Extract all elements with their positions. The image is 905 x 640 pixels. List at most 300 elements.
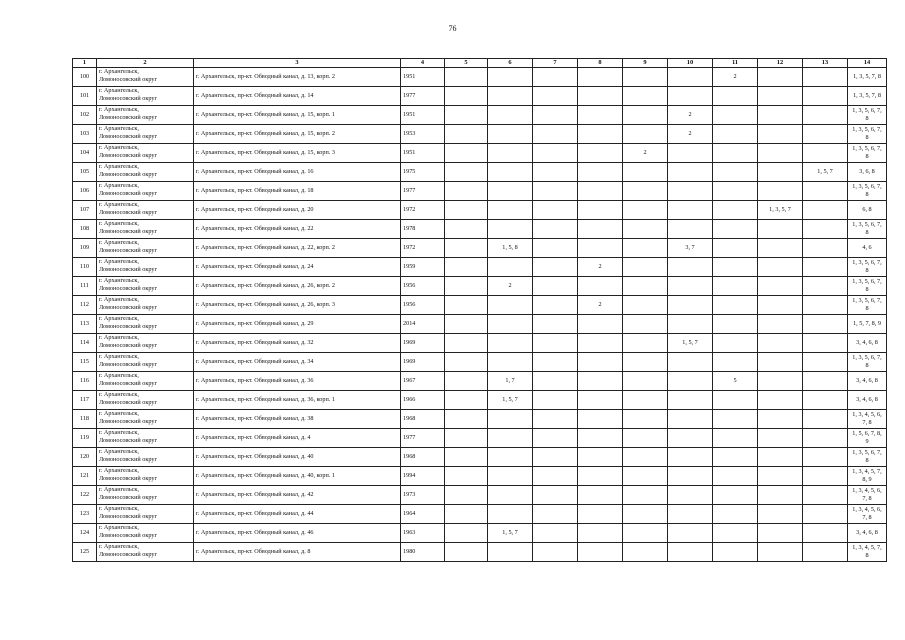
row-number-cell: 112 xyxy=(73,296,97,315)
row-number-cell: 120 xyxy=(73,448,97,467)
year-cell: 1994 xyxy=(401,467,445,486)
value-cell-c14-line: 1, 3, 4, 5, 6, xyxy=(852,506,882,513)
value-cell-c6 xyxy=(488,334,533,353)
value-cell-c8 xyxy=(578,87,623,106)
value-cell-c6 xyxy=(488,486,533,505)
value-cell-c10 xyxy=(668,429,713,448)
value-cell-c9 xyxy=(623,106,668,125)
year-cell: 1967 xyxy=(401,372,445,391)
address-table xyxy=(72,58,887,562)
value-cell-c11 xyxy=(713,239,758,258)
value-cell-c12 xyxy=(758,277,803,296)
column-header: 13 xyxy=(803,59,848,68)
value-cell-c7 xyxy=(533,296,578,315)
value-cell-c9 xyxy=(623,429,668,448)
address-cell: г. Архангельск, пр-кт. Обводный канал, д. 36 xyxy=(194,372,401,391)
value-cell-c12 xyxy=(758,429,803,448)
value-cell-c6 xyxy=(488,353,533,372)
value-cell-c13 xyxy=(803,201,848,220)
value-cell-c13 xyxy=(803,505,848,524)
district-cell-line: Ломоносовский округ xyxy=(99,114,157,121)
value-cell-c13 xyxy=(803,410,848,429)
value-cell-c14 xyxy=(848,315,887,334)
page-number: 76 xyxy=(448,24,457,33)
district-cell-line: г. Архангельск, xyxy=(99,410,139,417)
row-number-cell: 103 xyxy=(73,125,97,144)
district-cell-line: г. Архангельск, xyxy=(99,68,139,75)
district-cell-line: г. Архангельск, xyxy=(99,201,139,208)
year-cell: 2014 xyxy=(401,315,445,334)
value-cell-c6 xyxy=(488,68,533,87)
district-cell xyxy=(97,353,194,372)
value-cell-c14 xyxy=(848,391,887,410)
value-cell-c6 xyxy=(488,467,533,486)
value-cell-c8 xyxy=(578,543,623,562)
value-cell-c9 xyxy=(623,239,668,258)
value-cell-c7 xyxy=(533,144,578,163)
district-cell-line: Ломоносовский округ xyxy=(99,152,157,159)
value-cell-c6 xyxy=(488,448,533,467)
value-cell-c5 xyxy=(445,258,488,277)
column-header: 3 xyxy=(194,59,401,68)
address-cell: г. Архангельск, пр-кт. Обводный канал, д. 32 xyxy=(194,334,401,353)
district-cell-line: Ломоносовский округ xyxy=(99,456,157,463)
value-cell-c7 xyxy=(533,353,578,372)
value-cell-c7 xyxy=(533,277,578,296)
value-cell-c10 xyxy=(668,258,713,277)
value-cell-c7 xyxy=(533,182,578,201)
value-cell-c11 xyxy=(713,277,758,296)
value-cell-c9 xyxy=(623,315,668,334)
value-cell-c7 xyxy=(533,258,578,277)
district-cell-line: г. Архангельск, xyxy=(99,315,139,322)
value-cell-c11: 2 xyxy=(713,68,758,87)
value-cell-c14-line: 1, 3, 5, 7, 8 xyxy=(853,92,881,99)
value-cell-c14-line: 1, 3, 4, 5, 6, xyxy=(852,487,882,494)
value-cell-c6 xyxy=(488,182,533,201)
value-cell-c13: 1, 5, 7 xyxy=(803,163,848,182)
value-cell-c14 xyxy=(848,505,887,524)
address-cell: г. Архангельск, пр-кт. Обводный канал, д. 24 xyxy=(194,258,401,277)
district-cell-line: Ломоносовский округ xyxy=(99,399,157,406)
district-cell-line: г. Архангельск, xyxy=(99,372,139,379)
value-cell-c14-line: 8 xyxy=(865,115,869,122)
address-cell: г. Архангельск, пр-кт. Обводный канал, д. 42 xyxy=(194,486,401,505)
value-cell-c7 xyxy=(533,410,578,429)
value-cell-c14-line: 8 xyxy=(865,552,869,559)
table-row xyxy=(73,182,887,201)
value-cell-c14 xyxy=(848,144,887,163)
district-cell xyxy=(97,334,194,353)
district-cell-line: г. Архангельск, xyxy=(99,106,139,113)
column-header: 6 xyxy=(488,59,533,68)
row-number-cell: 105 xyxy=(73,163,97,182)
value-cell-c12: 1, 3, 5, 7 xyxy=(758,201,803,220)
district-cell-line: г. Архангельск, xyxy=(99,334,139,341)
value-cell-c14 xyxy=(848,486,887,505)
district-cell-line: г. Архангельск, xyxy=(99,125,139,132)
district-cell-line: Ломоносовский округ xyxy=(99,418,157,425)
address-cell: г. Архангельск, пр-кт. Обводный канал, д. 13, корп. 2 xyxy=(194,68,401,87)
district-cell xyxy=(97,163,194,182)
value-cell-c6 xyxy=(488,163,533,182)
table-row xyxy=(73,372,887,391)
value-cell-c7 xyxy=(533,106,578,125)
value-cell-c14-line: 7, 8 xyxy=(862,419,872,426)
value-cell-c7 xyxy=(533,524,578,543)
value-cell-c14 xyxy=(848,125,887,144)
value-cell-c7 xyxy=(533,391,578,410)
column-header: 5 xyxy=(445,59,488,68)
value-cell-c14 xyxy=(848,372,887,391)
row-number-cell: 117 xyxy=(73,391,97,410)
value-cell-c11 xyxy=(713,163,758,182)
column-header: 2 xyxy=(97,59,194,68)
district-cell xyxy=(97,87,194,106)
value-cell-c11 xyxy=(713,334,758,353)
value-cell-c7 xyxy=(533,429,578,448)
value-cell-c11 xyxy=(713,125,758,144)
district-cell-line: г. Архангельск, xyxy=(99,524,139,531)
year-cell: 1969 xyxy=(401,353,445,372)
value-cell-c10 xyxy=(668,277,713,296)
value-cell-c6 xyxy=(488,201,533,220)
value-cell-c8 xyxy=(578,220,623,239)
year-cell: 1969 xyxy=(401,334,445,353)
value-cell-c8 xyxy=(578,163,623,182)
value-cell-c8 xyxy=(578,486,623,505)
row-number-cell: 122 xyxy=(73,486,97,505)
value-cell-c6 xyxy=(488,125,533,144)
district-cell-line: г. Архангельск, xyxy=(99,296,139,303)
value-cell-c12 xyxy=(758,239,803,258)
table-row xyxy=(73,239,887,258)
value-cell-c11 xyxy=(713,182,758,201)
value-cell-c12 xyxy=(758,334,803,353)
address-cell: г. Архангельск, пр-кт. Обводный канал, д. 14 xyxy=(194,87,401,106)
value-cell-c12 xyxy=(758,182,803,201)
value-cell-c14-line: 1, 3, 4, 5, 7, xyxy=(852,468,882,475)
value-cell-c12 xyxy=(758,505,803,524)
value-cell-c9 xyxy=(623,524,668,543)
table-row xyxy=(73,277,887,296)
table-body xyxy=(73,68,887,562)
address-cell: г. Архангельск, пр-кт. Обводный канал, д. 40 xyxy=(194,448,401,467)
value-cell-c12 xyxy=(758,144,803,163)
value-cell-c14-line: 6, 8 xyxy=(862,206,872,213)
value-cell-c11 xyxy=(713,410,758,429)
value-cell-c10 xyxy=(668,220,713,239)
district-cell-line: Ломоносовский округ xyxy=(99,266,157,273)
value-cell-c14-line: 1, 3, 4, 5, 6, xyxy=(852,411,882,418)
value-cell-c12 xyxy=(758,448,803,467)
value-cell-c6: 1, 5, 8 xyxy=(488,239,533,258)
district-cell xyxy=(97,467,194,486)
value-cell-c10 xyxy=(668,391,713,410)
value-cell-c10 xyxy=(668,467,713,486)
value-cell-c12 xyxy=(758,467,803,486)
value-cell-c10 xyxy=(668,87,713,106)
value-cell-c14-line: 1, 3, 5, 6, 7, xyxy=(852,354,882,361)
row-number-cell: 108 xyxy=(73,220,97,239)
value-cell-c14 xyxy=(848,543,887,562)
year-cell: 1977 xyxy=(401,429,445,448)
value-cell-c14-line: 8 xyxy=(865,267,869,274)
table-row xyxy=(73,391,887,410)
value-cell-c6 xyxy=(488,296,533,315)
value-cell-c8 xyxy=(578,125,623,144)
value-cell-c6 xyxy=(488,315,533,334)
district-cell-line: Ломоносовский округ xyxy=(99,380,157,387)
value-cell-c14-line: 8 xyxy=(865,191,869,198)
value-cell-c8 xyxy=(578,467,623,486)
value-cell-c9 xyxy=(623,296,668,315)
value-cell-c10 xyxy=(668,410,713,429)
value-cell-c14-line: 7, 8 xyxy=(862,495,872,502)
district-cell-line: г. Архангельск, xyxy=(99,258,139,265)
year-cell: 1973 xyxy=(401,486,445,505)
value-cell-c14 xyxy=(848,334,887,353)
row-number-cell: 104 xyxy=(73,144,97,163)
district-cell xyxy=(97,182,194,201)
value-cell-c14-line: 8 xyxy=(865,305,869,312)
district-cell-line: г. Архангельск, xyxy=(99,448,139,455)
value-cell-c7 xyxy=(533,163,578,182)
value-cell-c10 xyxy=(668,353,713,372)
value-cell-c13 xyxy=(803,315,848,334)
value-cell-c12 xyxy=(758,125,803,144)
value-cell-c13 xyxy=(803,543,848,562)
value-cell-c13 xyxy=(803,486,848,505)
value-cell-c7 xyxy=(533,201,578,220)
year-cell: 1951 xyxy=(401,68,445,87)
value-cell-c14-line: 1, 3, 4, 5, 7, xyxy=(852,544,882,551)
value-cell-c14 xyxy=(848,353,887,372)
address-cell: г. Архангельск, пр-кт. Обводный канал, д. 26, корп. 3 xyxy=(194,296,401,315)
value-cell-c13 xyxy=(803,372,848,391)
year-cell: 1968 xyxy=(401,448,445,467)
value-cell-c14-line: 1, 3, 5, 6, 7, xyxy=(852,449,882,456)
value-cell-c8 xyxy=(578,68,623,87)
district-cell-line: Ломоносовский округ xyxy=(99,171,157,178)
district-cell-line: г. Архангельск, xyxy=(99,277,139,284)
value-cell-c6 xyxy=(488,543,533,562)
table-row xyxy=(73,106,887,125)
table-row xyxy=(73,163,887,182)
row-number-cell: 124 xyxy=(73,524,97,543)
district-cell-line: Ломоносовский округ xyxy=(99,437,157,444)
district-cell-line: Ломоносовский округ xyxy=(99,228,157,235)
district-cell xyxy=(97,372,194,391)
table-row xyxy=(73,68,887,87)
value-cell-c12 xyxy=(758,296,803,315)
value-cell-c11 xyxy=(713,296,758,315)
district-cell xyxy=(97,410,194,429)
value-cell-c11 xyxy=(713,258,758,277)
value-cell-c13 xyxy=(803,467,848,486)
value-cell-c14-line: 3, 6, 8 xyxy=(859,168,875,175)
year-cell: 1972 xyxy=(401,239,445,258)
value-cell-c14 xyxy=(848,182,887,201)
value-cell-c9 xyxy=(623,505,668,524)
value-cell-c8 xyxy=(578,391,623,410)
value-cell-c8 xyxy=(578,315,623,334)
value-cell-c5 xyxy=(445,220,488,239)
row-number-cell: 102 xyxy=(73,106,97,125)
value-cell-c6: 2 xyxy=(488,277,533,296)
year-cell: 1951 xyxy=(401,144,445,163)
value-cell-c6 xyxy=(488,106,533,125)
address-cell: г. Архангельск, пр-кт. Обводный канал, д. 15, корп. 2 xyxy=(194,125,401,144)
value-cell-c14-line: 1, 3, 5, 6, 7, xyxy=(852,259,882,266)
table-row xyxy=(73,486,887,505)
value-cell-c13 xyxy=(803,448,848,467)
district-cell-line: г. Архангельск, xyxy=(99,543,139,550)
district-cell-line: г. Архангельск, xyxy=(99,391,139,398)
value-cell-c5 xyxy=(445,144,488,163)
value-cell-c5 xyxy=(445,277,488,296)
table-row xyxy=(73,429,887,448)
value-cell-c7 xyxy=(533,505,578,524)
district-cell-line: Ломоносовский округ xyxy=(99,323,157,330)
value-cell-c7 xyxy=(533,68,578,87)
table-row xyxy=(73,258,887,277)
value-cell-c10 xyxy=(668,315,713,334)
value-cell-c12 xyxy=(758,486,803,505)
district-cell-line: Ломоносовский округ xyxy=(99,494,157,501)
value-cell-c7 xyxy=(533,467,578,486)
address-cell: г. Архангельск, пр-кт. Обводный канал, д. 46 xyxy=(194,524,401,543)
value-cell-c8: 2 xyxy=(578,258,623,277)
value-cell-c14-line: 1, 3, 5, 6, 7, xyxy=(852,183,882,190)
value-cell-c14 xyxy=(848,277,887,296)
district-cell xyxy=(97,144,194,163)
column-header: 10 xyxy=(668,59,713,68)
value-cell-c12 xyxy=(758,106,803,125)
value-cell-c11 xyxy=(713,144,758,163)
district-cell-line: Ломоносовский округ xyxy=(99,342,157,349)
district-cell xyxy=(97,429,194,448)
value-cell-c11 xyxy=(713,391,758,410)
value-cell-c13 xyxy=(803,258,848,277)
district-cell-line: г. Архангельск, xyxy=(99,467,139,474)
value-cell-c5 xyxy=(445,201,488,220)
value-cell-c5 xyxy=(445,68,488,87)
year-cell: 1951 xyxy=(401,106,445,125)
value-cell-c10 xyxy=(668,543,713,562)
address-cell: г. Архангельск, пр-кт. Обводный канал, д. 40, корп. 1 xyxy=(194,467,401,486)
address-cell: г. Архангельск, пр-кт. Обводный канал, д. 22, корп. 2 xyxy=(194,239,401,258)
value-cell-c9 xyxy=(623,543,668,562)
value-cell-c9 xyxy=(623,258,668,277)
value-cell-c7 xyxy=(533,220,578,239)
year-cell: 1953 xyxy=(401,125,445,144)
value-cell-c14 xyxy=(848,524,887,543)
district-cell-line: г. Архангельск, xyxy=(99,505,139,512)
value-cell-c6: 1, 5, 7 xyxy=(488,524,533,543)
district-cell-line: Ломоносовский округ xyxy=(99,532,157,539)
year-cell: 1968 xyxy=(401,410,445,429)
value-cell-c14-line: 3, 4, 6, 8 xyxy=(856,529,878,536)
value-cell-c5 xyxy=(445,505,488,524)
value-cell-c12 xyxy=(758,258,803,277)
district-cell-line: Ломоносовский округ xyxy=(99,133,157,140)
value-cell-c14 xyxy=(848,201,887,220)
value-cell-c8 xyxy=(578,505,623,524)
value-cell-c13 xyxy=(803,334,848,353)
district-cell xyxy=(97,315,194,334)
value-cell-c9 xyxy=(623,353,668,372)
column-header: 11 xyxy=(713,59,758,68)
value-cell-c9 xyxy=(623,68,668,87)
value-cell-c13 xyxy=(803,87,848,106)
table-row xyxy=(73,144,887,163)
row-number-cell: 123 xyxy=(73,505,97,524)
value-cell-c8 xyxy=(578,334,623,353)
value-cell-c5 xyxy=(445,391,488,410)
value-cell-c14-line: 8 xyxy=(865,457,869,464)
year-cell: 1972 xyxy=(401,201,445,220)
value-cell-c5 xyxy=(445,163,488,182)
district-cell-line: г. Архангельск, xyxy=(99,486,139,493)
district-cell-line: г. Архангельск, xyxy=(99,163,139,170)
value-cell-c14-line: 1, 3, 5, 7, 8 xyxy=(853,73,881,80)
value-cell-c8 xyxy=(578,277,623,296)
address-cell: г. Архангельск, пр-кт. Обводный канал, д. 38 xyxy=(194,410,401,429)
district-cell xyxy=(97,239,194,258)
district-cell xyxy=(97,296,194,315)
table-row xyxy=(73,353,887,372)
value-cell-c5 xyxy=(445,334,488,353)
district-cell xyxy=(97,258,194,277)
value-cell-c9 xyxy=(623,220,668,239)
value-cell-c14-line: 1, 3, 5, 6, 7, xyxy=(852,107,882,114)
value-cell-c5 xyxy=(445,296,488,315)
header-row xyxy=(73,59,887,68)
value-cell-c6 xyxy=(488,505,533,524)
year-cell: 1956 xyxy=(401,296,445,315)
district-cell-line: г. Архангельск, xyxy=(99,144,139,151)
value-cell-c6 xyxy=(488,87,533,106)
row-number-cell: 116 xyxy=(73,372,97,391)
table-row xyxy=(73,334,887,353)
table-row xyxy=(73,524,887,543)
district-cell xyxy=(97,391,194,410)
row-number-cell: 107 xyxy=(73,201,97,220)
row-number-cell: 114 xyxy=(73,334,97,353)
value-cell-c14 xyxy=(848,106,887,125)
value-cell-c9 xyxy=(623,467,668,486)
value-cell-c11 xyxy=(713,543,758,562)
value-cell-c10 xyxy=(668,201,713,220)
address-cell: г. Архангельск, пр-кт. Обводный канал, д. 4 xyxy=(194,429,401,448)
value-cell-c10 xyxy=(668,163,713,182)
table-row xyxy=(73,410,887,429)
table-row xyxy=(73,296,887,315)
value-cell-c14 xyxy=(848,68,887,87)
value-cell-c14-line: 3, 4, 6, 8 xyxy=(856,377,878,384)
value-cell-c5 xyxy=(445,524,488,543)
district-cell-line: Ломоносовский округ xyxy=(99,190,157,197)
row-number-cell: 115 xyxy=(73,353,97,372)
district-cell-line: г. Архангельск, xyxy=(99,239,139,246)
value-cell-c8 xyxy=(578,372,623,391)
district-cell xyxy=(97,106,194,125)
value-cell-c9: 2 xyxy=(623,144,668,163)
value-cell-c5 xyxy=(445,315,488,334)
value-cell-c13 xyxy=(803,144,848,163)
value-cell-c7 xyxy=(533,448,578,467)
